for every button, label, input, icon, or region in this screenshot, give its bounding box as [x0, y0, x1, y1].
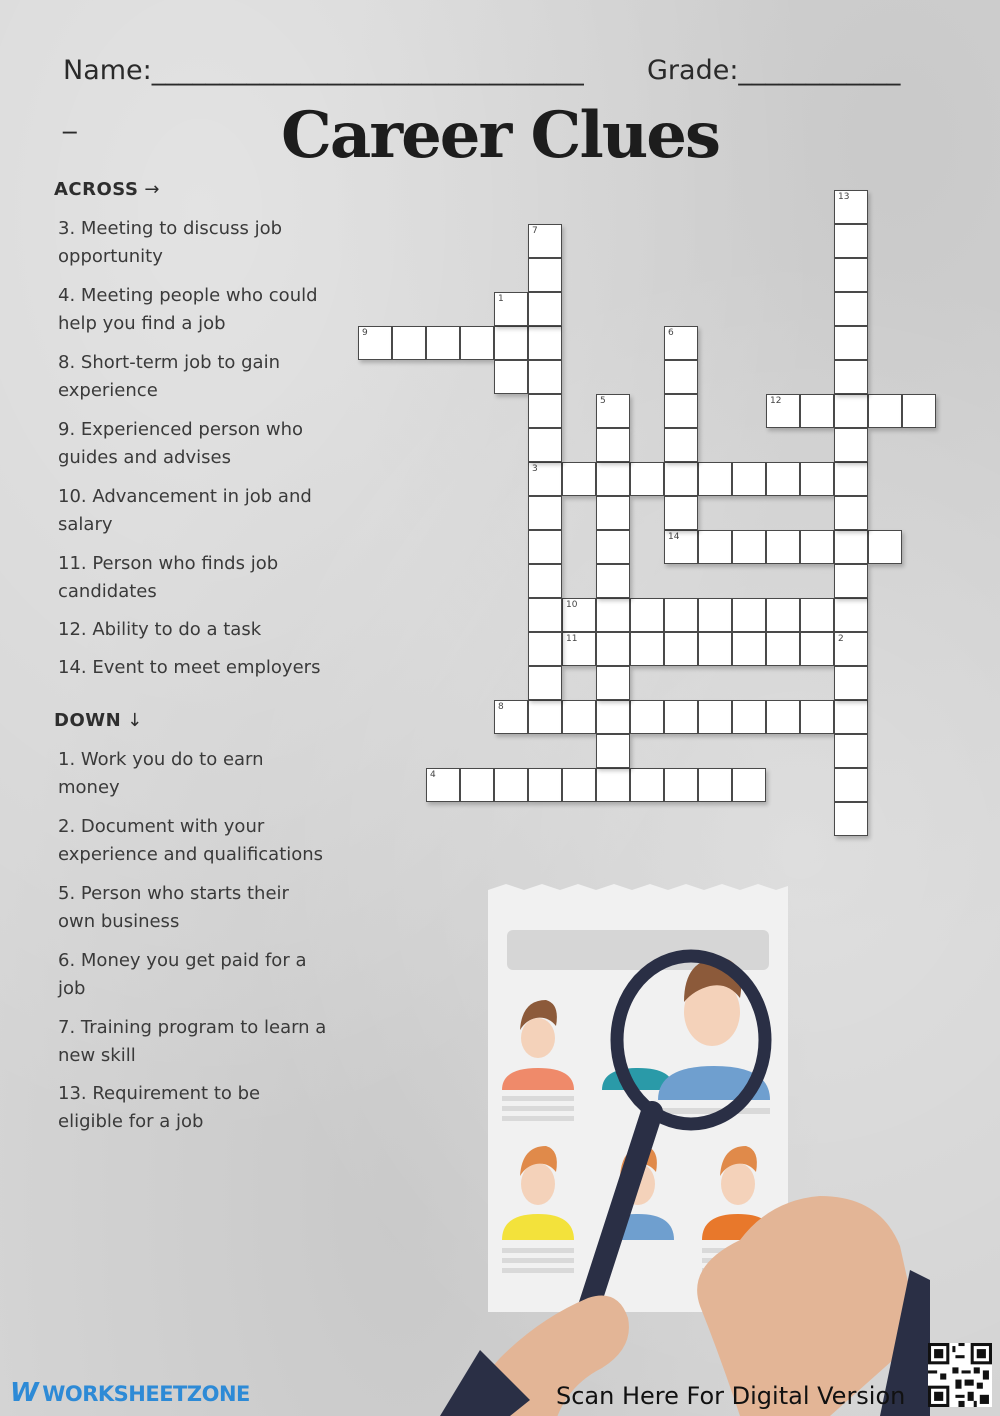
clue-number: 2 [838, 634, 844, 644]
crossword-cell[interactable] [766, 598, 800, 632]
crossword-cell[interactable] [392, 326, 426, 360]
clue-number: 11 [566, 634, 578, 644]
crossword-cell[interactable] [494, 700, 528, 734]
across-heading-label: ACROSS [54, 179, 139, 200]
across-clue: 8. Short-term job to gain experience [58, 352, 280, 401]
clue-number: 10 [566, 600, 578, 610]
crossword-cell[interactable] [664, 768, 698, 802]
crossword-cell[interactable] [630, 598, 664, 632]
crossword-cell[interactable] [732, 530, 766, 564]
right-arrow-icon: → [144, 179, 161, 200]
crossword-cell[interactable] [596, 394, 630, 428]
crossword-cell[interactable] [698, 700, 732, 734]
crossword-cell[interactable] [732, 700, 766, 734]
crossword-cell[interactable] [596, 734, 630, 768]
crossword-cell[interactable] [834, 462, 868, 496]
crossword-cell[interactable] [494, 326, 528, 360]
crossword-cell[interactable] [732, 768, 766, 802]
crossword-cell[interactable] [766, 632, 800, 666]
crossword-cell[interactable] [426, 326, 460, 360]
crossword-cell[interactable] [800, 632, 834, 666]
clue-number: 12 [770, 396, 782, 406]
crossword-cell[interactable] [834, 530, 868, 564]
crossword-cell[interactable] [834, 768, 868, 802]
clue-number: 7 [532, 226, 538, 236]
logo-text: WORKSHEETZONE [42, 1382, 250, 1406]
crossword-cell[interactable] [528, 258, 562, 292]
crossword-cell[interactable] [596, 768, 630, 802]
crossword-cell[interactable] [732, 598, 766, 632]
crossword-cell[interactable] [800, 598, 834, 632]
crossword-cell[interactable] [664, 462, 698, 496]
crossword-cell[interactable] [528, 666, 562, 700]
crossword-cell[interactable] [868, 530, 902, 564]
down-clue: 7. Training program to learn a new skill [58, 1017, 327, 1066]
worksheet-title: Career Clues [280, 98, 720, 173]
crossword-cell[interactable] [630, 700, 664, 734]
crossword-cell[interactable] [800, 530, 834, 564]
crossword-cell[interactable] [528, 224, 562, 258]
crossword-cell[interactable] [834, 360, 868, 394]
crossword-cell[interactable] [528, 768, 562, 802]
crossword-cell[interactable] [834, 326, 868, 360]
crossword-cell[interactable] [596, 700, 630, 734]
crossword-cell[interactable] [528, 394, 562, 428]
crossword-cell[interactable] [528, 292, 562, 326]
crossword-cell[interactable] [528, 428, 562, 462]
crossword-cell[interactable] [562, 700, 596, 734]
down-clue: 5. Person who starts their own business [58, 883, 289, 932]
crossword-cell[interactable] [698, 462, 732, 496]
crossword-cell[interactable] [834, 802, 868, 836]
crossword-cell[interactable] [528, 598, 562, 632]
crossword-cell[interactable] [460, 768, 494, 802]
qr-code-icon[interactable] [928, 1343, 992, 1407]
crossword-cell[interactable] [664, 632, 698, 666]
crossword-cell[interactable] [800, 700, 834, 734]
down-clue: 6. Money you get paid for a job [58, 950, 307, 999]
down-heading [54, 710, 143, 731]
crossword-cell[interactable] [528, 326, 562, 360]
crossword-cell[interactable] [834, 564, 868, 598]
crossword-cell[interactable] [596, 666, 630, 700]
crossword-cell[interactable] [630, 768, 664, 802]
crossword-cell[interactable] [732, 632, 766, 666]
crossword-cell[interactable] [460, 326, 494, 360]
crossword-cell[interactable] [528, 462, 562, 496]
across-clue: 3. Meeting to discuss job opportunity [58, 218, 283, 267]
crossword-cell[interactable] [766, 530, 800, 564]
crossword-cell[interactable] [562, 632, 596, 666]
clue-number: 6 [668, 328, 674, 338]
across-clue: 9. Experienced person who guides and advises [58, 419, 303, 468]
crossword-cell[interactable] [834, 632, 868, 666]
clue-number: 9 [362, 328, 368, 338]
clue-number: 3 [532, 464, 538, 474]
crossword-cell[interactable] [834, 496, 868, 530]
across-clue: 14. Event to meet employers [58, 657, 321, 678]
crossword-cell[interactable] [766, 394, 800, 428]
across-clue: 4. Meeting people who could help you find a job [58, 285, 318, 334]
crossword-cell[interactable] [698, 632, 732, 666]
crossword-cell[interactable] [698, 768, 732, 802]
crossword-cell[interactable] [596, 462, 630, 496]
down-heading-label: DOWN [54, 710, 122, 731]
across-clue: 10. Advancement in job and salary [58, 486, 312, 535]
crossword-cell[interactable] [494, 292, 528, 326]
crossword-cell[interactable] [664, 700, 698, 734]
crossword-cell[interactable] [868, 394, 902, 428]
crossword-cell[interactable] [834, 258, 868, 292]
crossword-cell[interactable] [664, 428, 698, 462]
across-clue: 12. Ability to do a task [58, 619, 262, 640]
crossword-cell[interactable] [426, 768, 460, 802]
clue-number: 4 [430, 770, 436, 780]
crossword-cell[interactable] [664, 326, 698, 360]
crossword-cell[interactable] [528, 564, 562, 598]
crossword-cell[interactable] [834, 224, 868, 258]
down-clue: 13. Requirement to be eligible for a job [58, 1083, 261, 1132]
crossword-cell[interactable] [664, 394, 698, 428]
crossword-cell[interactable] [834, 666, 868, 700]
crossword-cell[interactable] [834, 292, 868, 326]
clue-number: 1 [498, 294, 504, 304]
down-arrow-icon: ↓ [127, 710, 143, 731]
crossword-cell[interactable] [630, 462, 664, 496]
crossword-cell[interactable] [698, 598, 732, 632]
crossword-cell[interactable] [528, 496, 562, 530]
crossword-cell[interactable] [596, 428, 630, 462]
crossword-cell[interactable] [834, 598, 868, 632]
grade-field-underscore-wrap: _ [63, 103, 77, 134]
name-field-label[interactable]: Name:________________________________ [63, 55, 584, 86]
crossword-cell[interactable] [834, 428, 868, 462]
across-heading [54, 179, 160, 200]
clue-number: 5 [600, 396, 606, 406]
crossword-cell[interactable] [834, 190, 868, 224]
crossword-cell[interactable] [664, 530, 698, 564]
crossword-cell[interactable] [800, 462, 834, 496]
clue-number: 8 [498, 702, 504, 712]
clue-number: 13 [838, 192, 850, 202]
crossword-cell[interactable] [664, 598, 698, 632]
crossword-cell[interactable] [358, 326, 392, 360]
crossword-cell[interactable] [698, 530, 732, 564]
crossword-cell[interactable] [596, 564, 630, 598]
down-clue: 2. Document with your experience and qualifications [58, 816, 324, 865]
crossword-cell[interactable] [834, 394, 868, 428]
crossword-cell[interactable] [528, 700, 562, 734]
crossword-cell[interactable] [596, 632, 630, 666]
crossword-cell[interactable] [630, 632, 664, 666]
crossword-cell[interactable] [494, 360, 528, 394]
crossword-cell[interactable] [528, 360, 562, 394]
across-clue: 11. Person who finds job candidates [58, 553, 279, 602]
logo-mark: W [10, 1378, 39, 1408]
crossword-cell[interactable] [528, 632, 562, 666]
crossword-cell[interactable] [902, 394, 936, 428]
crossword-cell[interactable] [494, 768, 528, 802]
crossword-cell[interactable] [596, 496, 630, 530]
crossword-cell[interactable] [766, 462, 800, 496]
crossword-cell[interactable] [596, 530, 630, 564]
crossword-cell[interactable] [528, 530, 562, 564]
magnifier-over-resumes-illustration [440, 880, 930, 1416]
crossword-cell[interactable] [562, 768, 596, 802]
crossword-cell[interactable] [562, 598, 596, 632]
crossword-cell[interactable] [800, 394, 834, 428]
crossword-cell[interactable] [664, 360, 698, 394]
crossword-cell[interactable] [664, 496, 698, 530]
crossword-cell[interactable] [834, 734, 868, 768]
worksheetzone-logo[interactable] [10, 1378, 250, 1408]
crossword-cell[interactable] [596, 598, 630, 632]
crossword-cell[interactable] [732, 462, 766, 496]
crossword-cell[interactable] [562, 462, 596, 496]
grade-field-label[interactable]: Grade:____________ [647, 55, 901, 86]
clue-number: 14 [668, 532, 680, 542]
crossword-cell[interactable] [834, 700, 868, 734]
down-clue: 1. Work you do to earn money [58, 749, 264, 798]
scan-for-digital-version-text: Scan Here For Digital Version [556, 1382, 906, 1410]
crossword-cell[interactable] [766, 700, 800, 734]
